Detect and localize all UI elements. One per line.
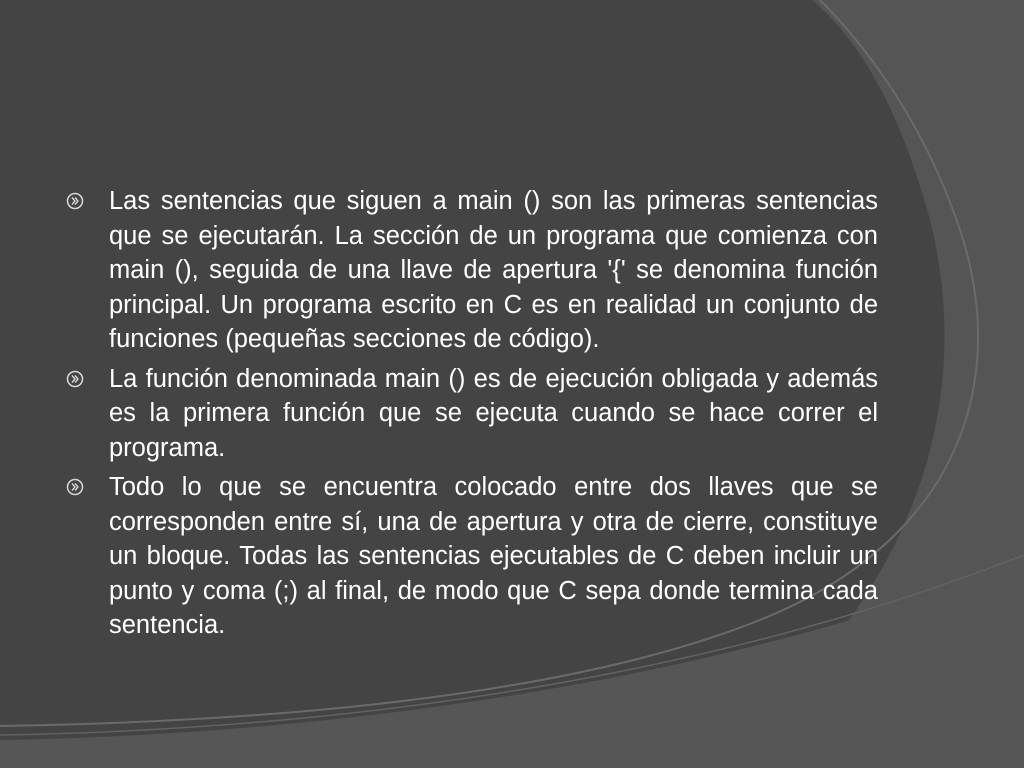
circled-chevron-right-icon: [66, 192, 84, 210]
circled-chevron-right-icon: [66, 478, 84, 496]
circled-chevron-right-icon: [66, 370, 84, 388]
bullet-text-1: Las sentencias que siguen a main () son las primeras sentencias que se ejecutarán. La sección de un programa que comienza con main (), seguida de una llave de apertura '{' se denomina función principal. Un programa escrito en C es en realidad un conjunto de funciones (pequeñas secciones de código).: [109, 187, 878, 353]
bullet-text-2: La función denominada main () es de ejecución obligada y además es la primera función que se ejecuta cuando se hace correr el programa.: [109, 364, 878, 462]
bullet-item-2: [64, 362, 878, 466]
bullet-item-1: [64, 184, 878, 357]
bullet-list: [64, 184, 878, 648]
bullet-text-3: Todo lo que se encuentra colocado entre dos llaves que se corresponden entre sí, una de apertura y otra de cierre, constituye un bloque. Todas las sentencias ejecutables de C deben incluir un punto y coma (;) al final, de modo que C sepa donde termina cada sentencia.: [109, 473, 878, 639]
bullet-item-3: [64, 470, 878, 643]
